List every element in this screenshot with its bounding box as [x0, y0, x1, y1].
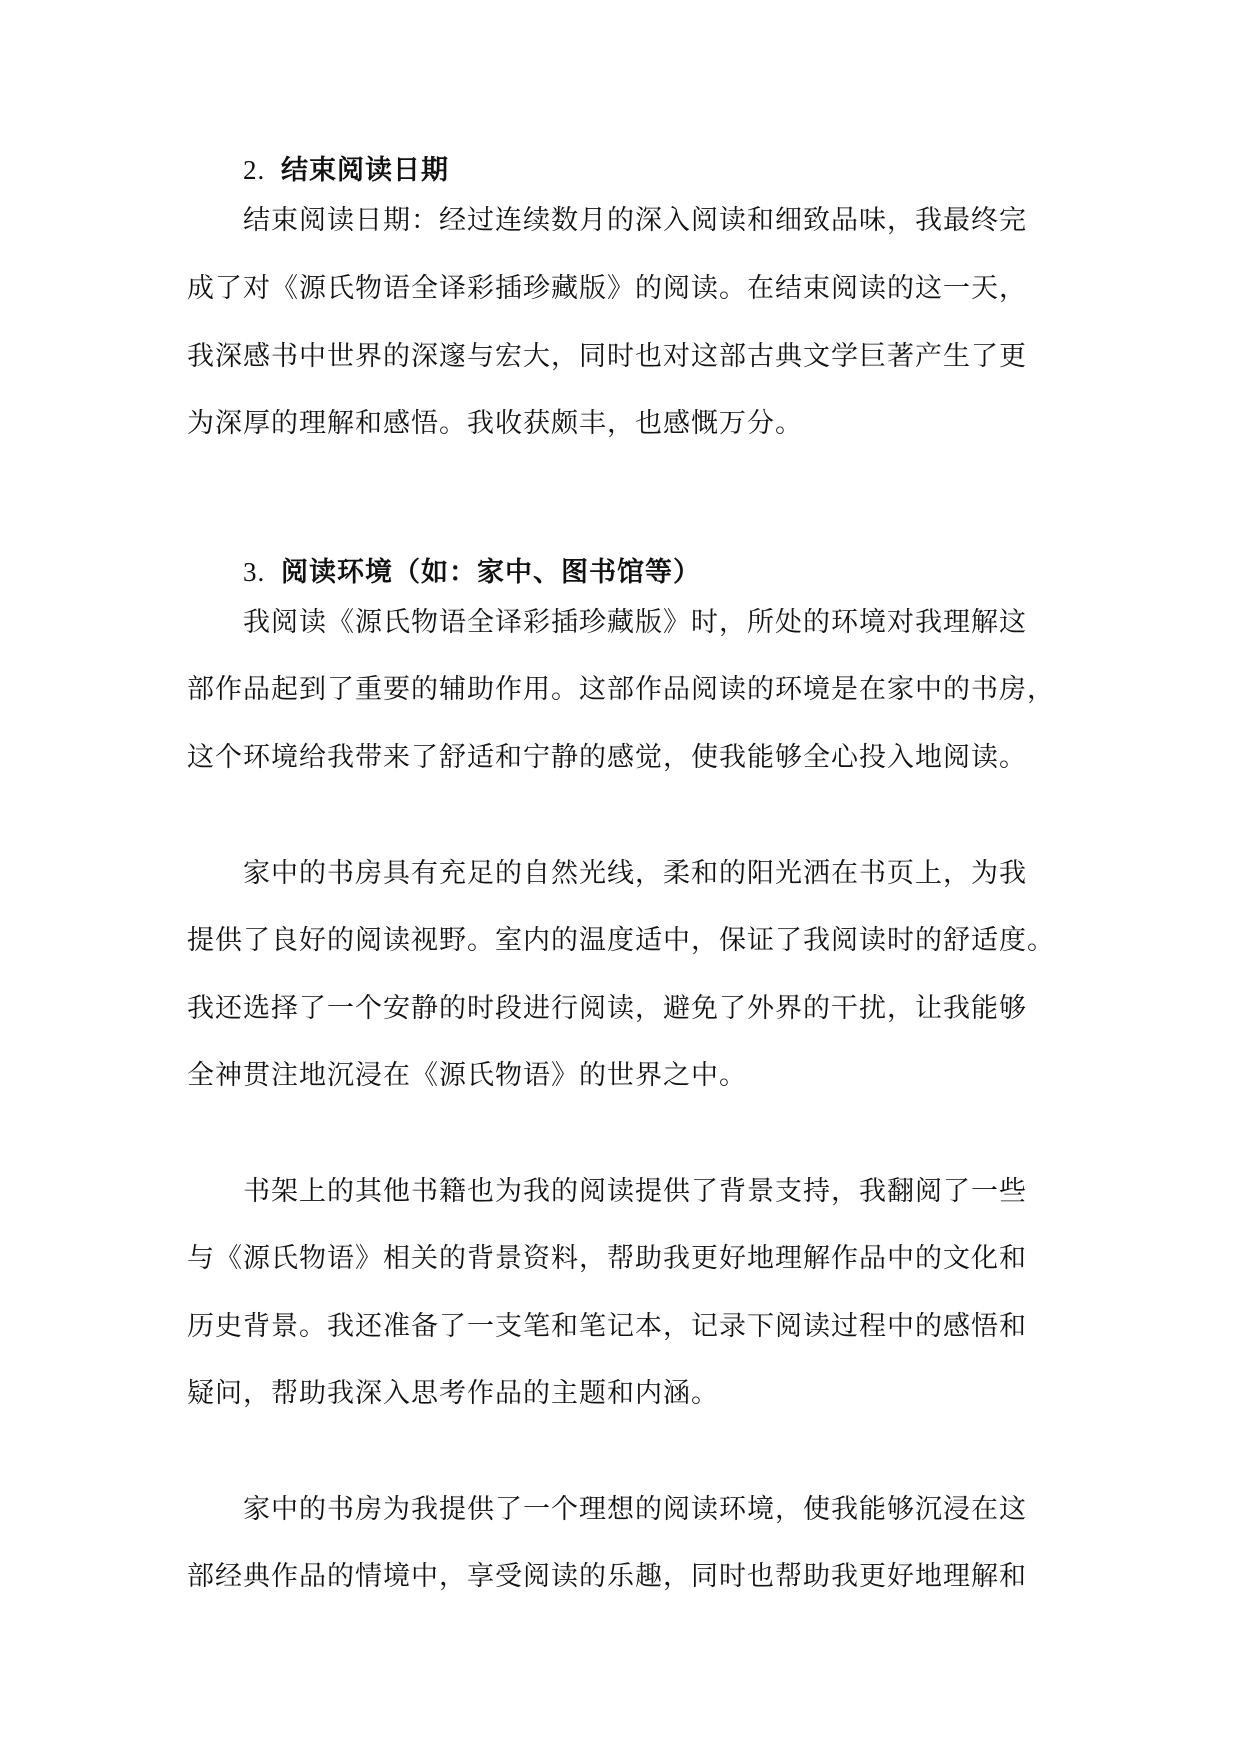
paragraph-line: 为深厚的理解和感悟。我收获颇丰，也感慨万分。 — [187, 408, 803, 439]
section-2-number: 2. — [243, 155, 266, 185]
section-3-heading — [243, 552, 701, 593]
section-2-title: 结束阅读日期 — [281, 155, 449, 186]
paragraph-line: 疑问，帮助我深入思考作品的主题和内涵。 — [187, 1378, 719, 1409]
paragraph-line: 这个环境给我带来了舒适和宁静的感觉，使我能够全心投入地阅读。 — [187, 742, 1027, 773]
section-2-heading — [243, 150, 449, 191]
paragraph-line: 我还选择了一个安静的时段进行阅读，避免了外界的干扰，让我能够 — [187, 993, 1027, 1024]
paragraph-line: 书架上的其他书籍也为我的阅读提供了背景支持，我翻阅了一些 — [243, 1176, 1027, 1207]
paragraph-line: 成了对《源氏物语全译彩插珍藏版》的阅读。在结束阅读的这一天， — [187, 273, 1027, 304]
section-3-number: 3. — [243, 557, 266, 587]
paragraph-line: 与《源氏物语》相关的背景资料，帮助我更好地理解作品中的文化和 — [187, 1243, 1027, 1274]
paragraph-line: 家中的书房具有充足的自然光线，柔和的阳光洒在书页上，为我 — [243, 858, 1027, 889]
paragraph-line: 部经典作品的情境中，享受阅读的乐趣，同时也帮助我更好地理解和 — [187, 1561, 1027, 1592]
section-3-title: 阅读环境（如：家中、图书馆等） — [281, 557, 701, 588]
paragraph-line: 家中的书房为我提供了一个理想的阅读环境，使我能够沉浸在这 — [243, 1494, 1027, 1525]
paragraph-line: 提供了良好的阅读视野。室内的温度适中，保证了我阅读时的舒适度。 — [187, 925, 1055, 956]
paragraph-line: 我阅读《源氏物语全译彩插珍藏版》时，所处的环境对我理解这 — [243, 607, 1027, 638]
paragraph-line: 我深感书中世界的深邃与宏大，同时也对这部古典文学巨著产生了更 — [187, 341, 1027, 372]
paragraph-line: 部作品起到了重要的辅助作用。这部作品阅读的环境是在家中的书房， — [187, 674, 1055, 705]
paragraph-line: 全神贯注地沉浸在《源氏物语》的世界之中。 — [187, 1060, 747, 1091]
paragraph-line: 历史背景。我还准备了一支笔和笔记本，记录下阅读过程中的感悟和 — [187, 1311, 1027, 1342]
paragraph-line: 结束阅读日期：经过连续数月的深入阅读和细致品味，我最终完 — [243, 205, 1027, 236]
